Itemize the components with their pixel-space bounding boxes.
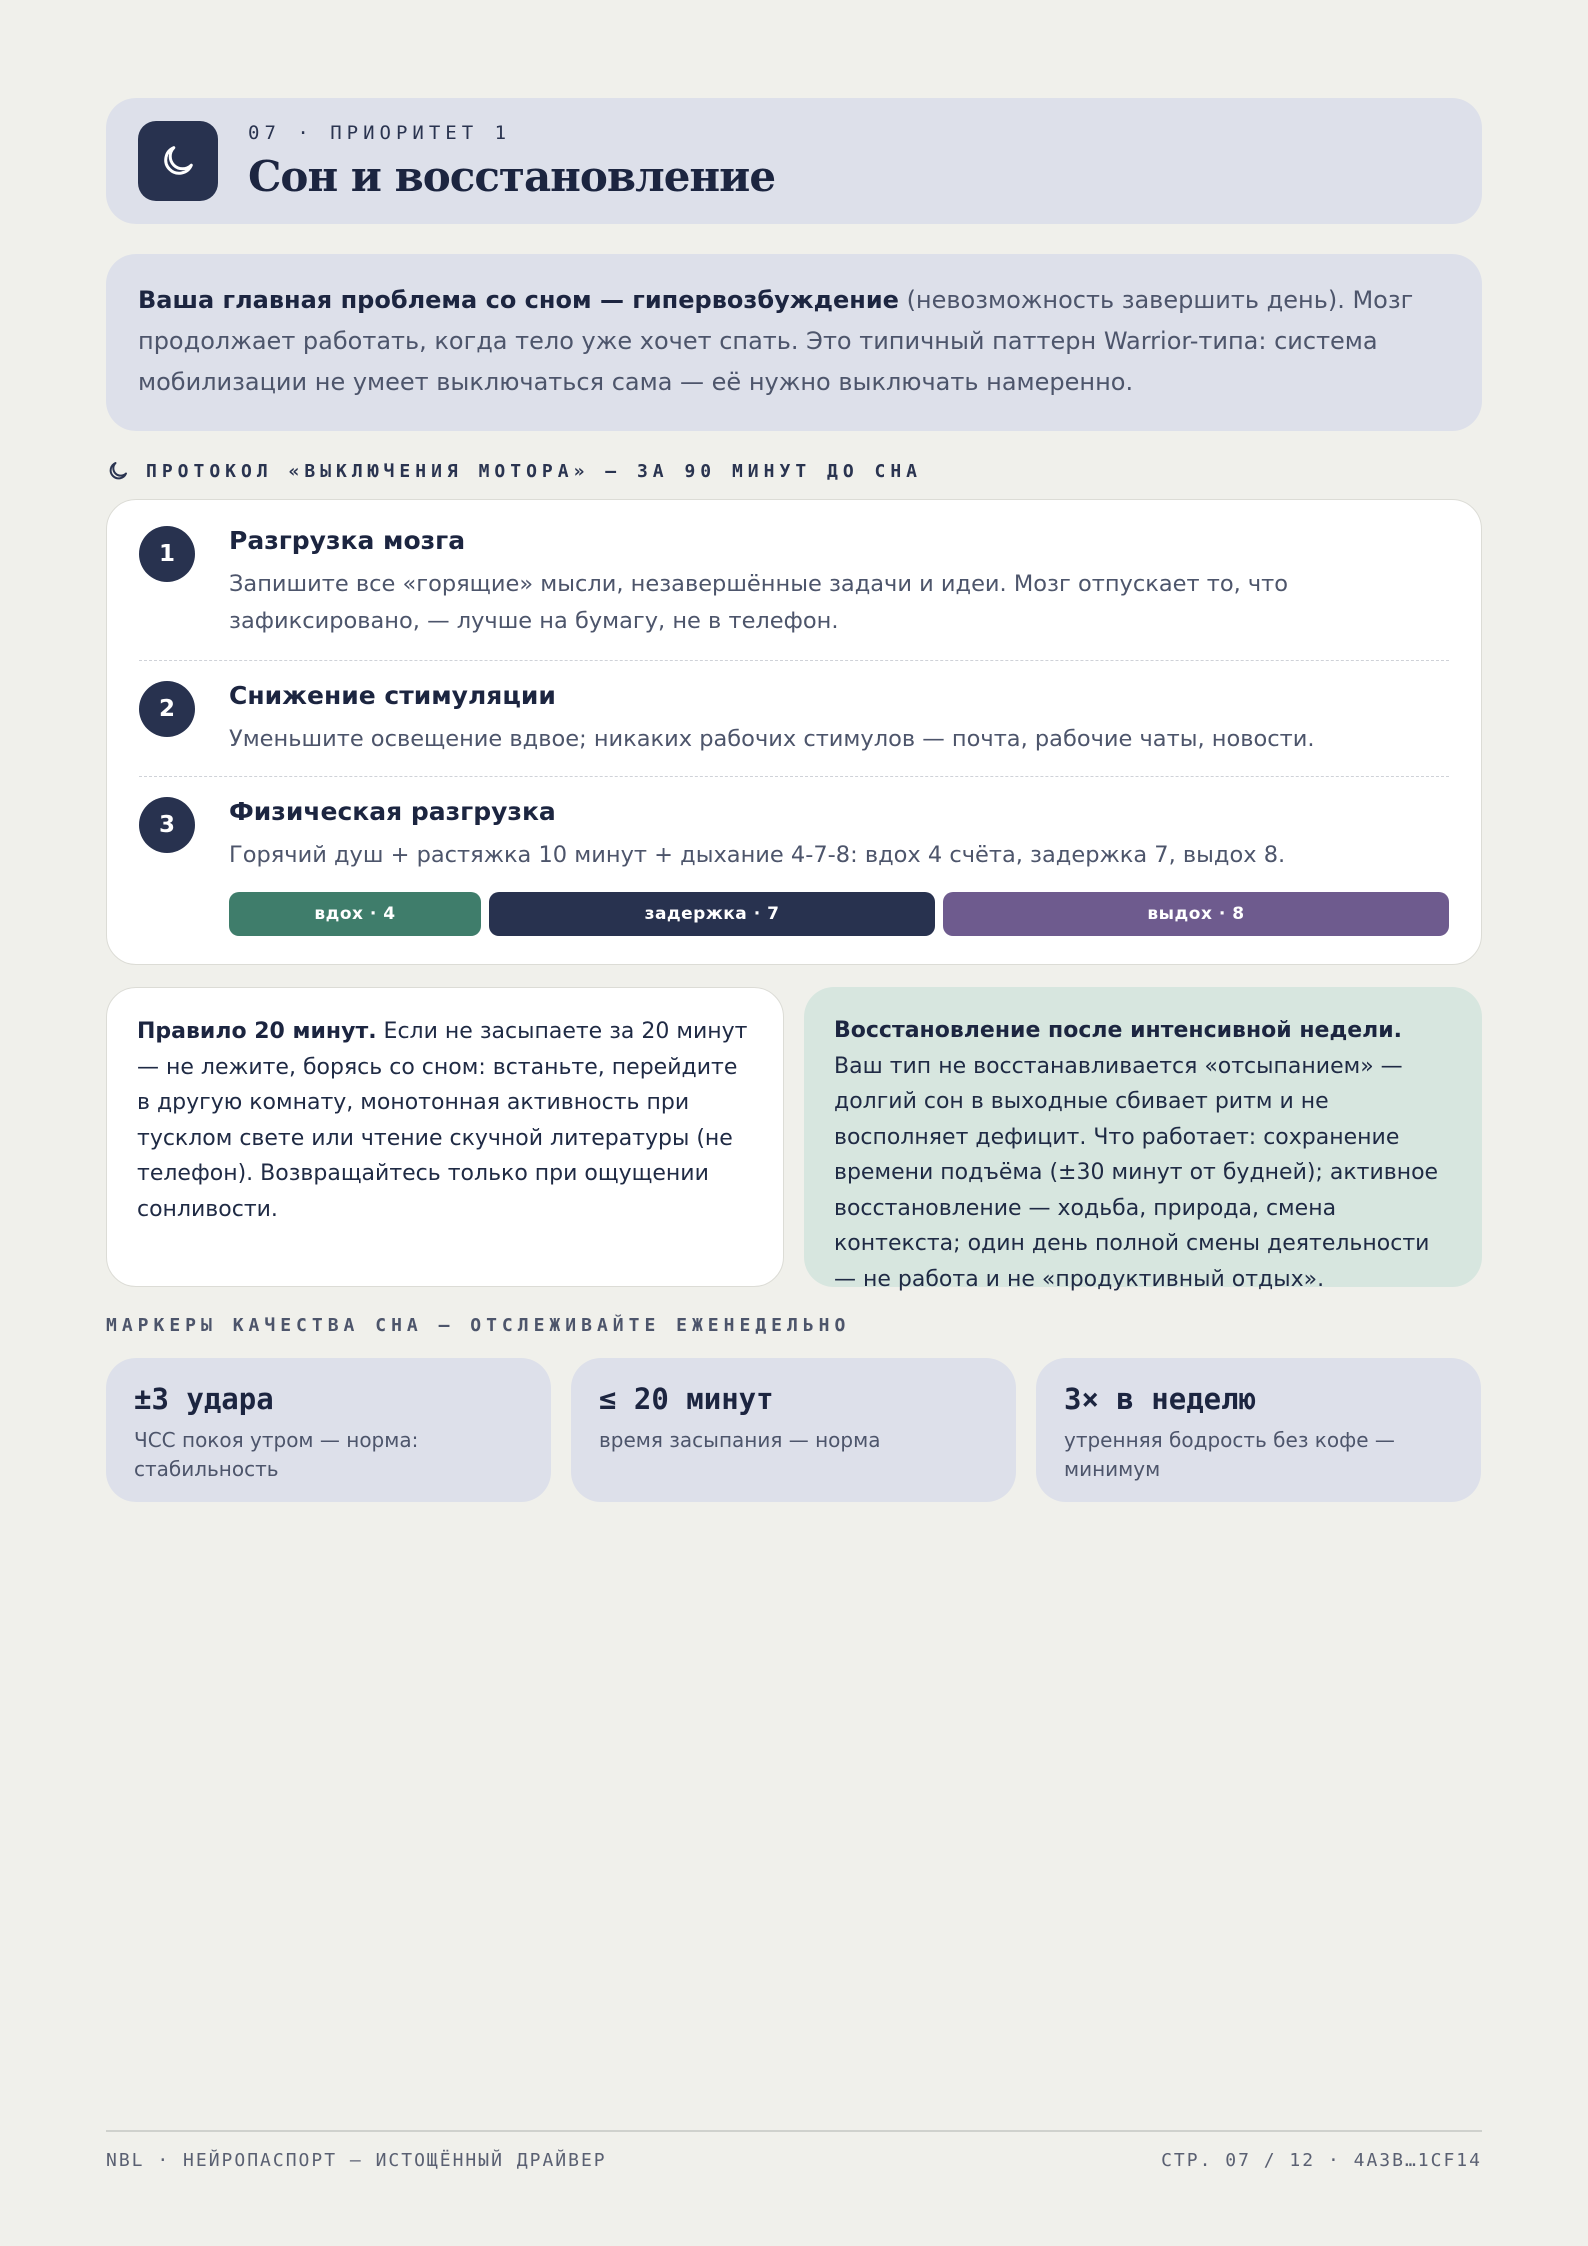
protocol-label: [106, 457, 1482, 485]
marker-caption: утренняя бодрость без кофе — минимум: [1064, 1428, 1395, 1481]
priority-kicker: 07 · ПРИОРИТЕТ 1: [248, 121, 512, 144]
moon-icon: [138, 121, 218, 201]
footer-right: СТР. 07 / 12 · 4A3B…1CF14: [1161, 2150, 1482, 2171]
rule-20-text: Если не засыпаете за 20 минут — не лежите, борясь со сном: встаньте, перейдите в другую комнату, монотонная активность при тусклом свете или чтение скучной литературы (не телефон). Возвращайтесь только при ощущении сонливости.: [137, 1019, 748, 1222]
step-title: Физическая разгрузка: [229, 797, 556, 826]
step-body: [229, 524, 1449, 640]
tips-row: [106, 987, 1482, 1292]
breath-exhale-segment: выдох · 8: [943, 892, 1449, 936]
step-description: Горячий душ + растяжка 10 минут + дыхание 4-7-8: вдох 4 счёта, задержка 7, выдох 8.: [229, 842, 1286, 868]
step-body: [229, 679, 1449, 758]
footer-left: NBL · НЕЙРОПАСПОРТ — ИСТОЩЁННЫЙ ДРАЙВЕР: [106, 2150, 607, 2171]
breathing-bar: [229, 892, 1449, 936]
step-item: [139, 524, 1449, 660]
step-description: Запишите все «горящие» мысли, незавершённые задачи и идеи. Мозг отпускает то, что зафиксировано, — лучше на бумагу, не в телефон.: [229, 571, 1289, 634]
marker-card: [106, 1358, 551, 1502]
step-number: 1: [139, 526, 195, 582]
moon-icon: [106, 459, 130, 483]
step-title: Снижение стимуляции: [229, 681, 556, 710]
header-text: [248, 122, 775, 201]
marker-caption: время засыпания — норма: [599, 1428, 881, 1452]
markers-row: [106, 1358, 1482, 1502]
protocol-steps: [106, 499, 1482, 965]
marker-card: [1036, 1358, 1481, 1502]
breath-inhale-segment: вдох · 4: [229, 892, 481, 936]
page: [106, 98, 1482, 1502]
recovery-text: Ваш тип не восстанавливается «отсыпанием» — долгий сон в выходные сбивает ритм и не восполняет дефицит. Что работает: сохранение времени подъёма (±30 минут от будней); активное восстановление — ходьба, природа, смена контекста; один день полной смены деятельности — не работа и не «продуктивный отдых».: [834, 1053, 1439, 1292]
marker-value: 3× в неделю: [1064, 1382, 1257, 1416]
markers-label: МАРКЕРЫ КАЧЕСТВА СНА — ОТСЛЕЖИВАЙТЕ ЕЖЕНЕДЕЛЬНО: [106, 1315, 851, 1336]
recovery-card: [804, 987, 1482, 1292]
breath-hold-segment: задержка · 7: [489, 892, 935, 936]
protocol-label-text: ПРОТОКОЛ «ВЫКЛЮЧЕНИЯ МОТОРА» — ЗА 90 МИНУТ ДО СНА: [146, 460, 923, 482]
marker-card: [571, 1358, 1016, 1502]
step-item: [139, 776, 1449, 936]
intro-bold: Ваша главная проблема со сном — гипервозбуждение: [138, 286, 899, 314]
recovery-bold: Восстановление после интенсивной недели.: [834, 1018, 1403, 1043]
step-body: [229, 795, 1449, 936]
marker-value: ±3 удара: [134, 1382, 274, 1416]
step-number: 3: [139, 797, 195, 853]
intro-panel: [106, 254, 1482, 431]
section-header: [106, 98, 1482, 224]
intro-text: (невозможность завершить день). Мозг продолжает работать, когда тело уже хочет спать. Это типичный паттерн Warrior-типа: система мобилизации не умеет выключаться сама — её нужно выключать намеренно.: [138, 286, 1414, 396]
marker-value: ≤ 20 минут: [599, 1382, 774, 1416]
step-title: Разгрузка мозга: [229, 526, 466, 555]
rule-20-bold: Правило 20 минут.: [137, 1019, 377, 1044]
step-item: [139, 660, 1449, 776]
rule-20-card: [106, 987, 784, 1287]
step-number: 2: [139, 681, 195, 737]
page-title: Сон и восстановление: [248, 151, 776, 201]
marker-caption: ЧСС покоя утром — норма: стабильность: [134, 1428, 419, 1481]
step-description: Уменьшите освещение вдвое; никаких рабочих стимулов — почта, рабочие чаты, новости.: [229, 726, 1315, 752]
page-footer: [106, 2130, 1482, 2171]
